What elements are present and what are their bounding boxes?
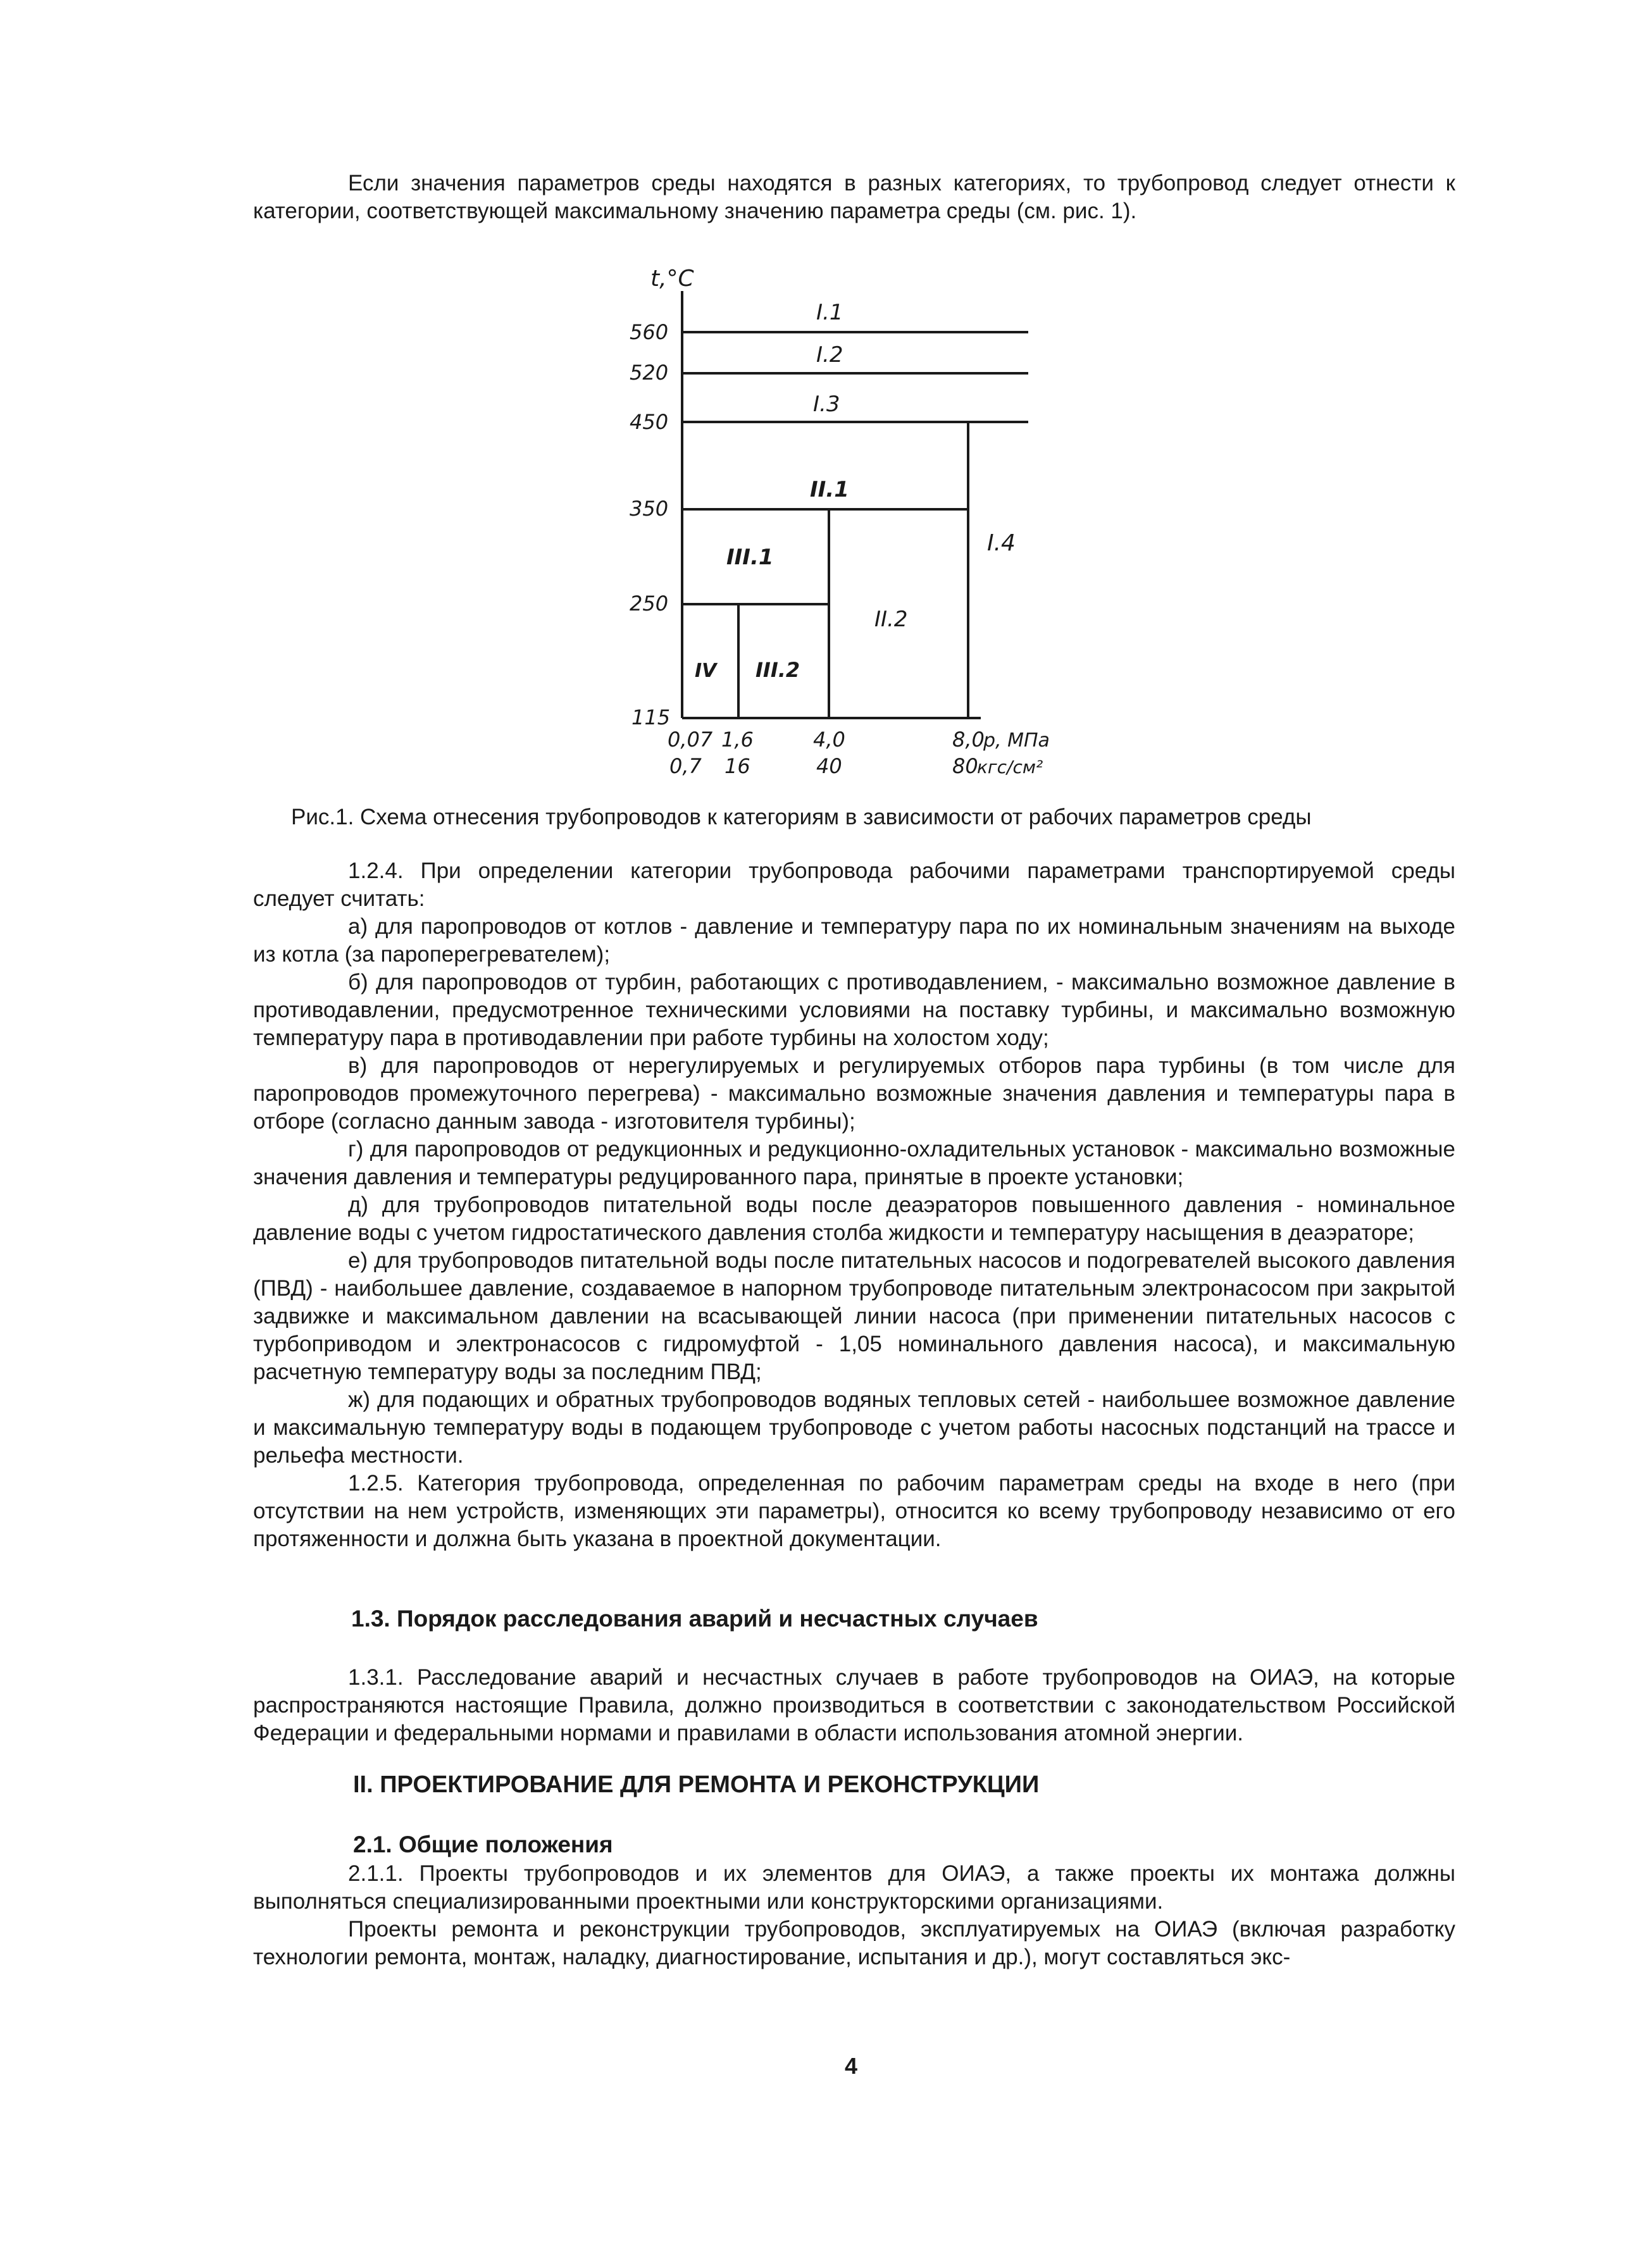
region-I-1: I.1 [816, 300, 843, 325]
paragraph: Проекты ремонта и реконструкции трубопроводов, эксплуатируемых на ОИАЭ (включая разработку технологии ремонта, монтаж, наладку, диагностирование, испытания и др.), могут составляться экс- [253, 1917, 1455, 1969]
section-1-3-body [253, 1664, 1455, 1747]
x-tick-8-0: 8,0 [952, 728, 985, 752]
paragraph: е) для трубопроводов питательной воды после питательных насосов и подогревателей высокого давления (ПВД) - наибольшее давление, создаваемое в напорном трубопроводе питательным электронасосом при закрытой задвижке и максимальном давлении на всасывающей линии насоса (при применении питательных насосов с турбоприводом и электронасосов с гидромуфтой - 1,05 номинального давления насоса), и максимальную расчетную температуру воды за последним ПВД; [253, 1248, 1455, 1384]
y-tick-115: 115 [631, 705, 671, 729]
x-tick-0-7: 0,7 [669, 754, 702, 778]
paragraph: 2.1.1. Проекты трубопроводов и их элементов для ОИАЭ, а также проекты их монтажа должны выполняться специализированными проектными или конструкторскими организациями. [253, 1861, 1455, 1914]
y-tick-250: 250 [630, 592, 669, 616]
region-II-1: II.1 [810, 477, 849, 502]
paragraph: а) для паропроводов от котлов - давление и температуру пара по их номинальным значениям на выходе из котла (за пароперегревателем); [253, 914, 1455, 967]
x-tick-16: 16 [725, 754, 750, 778]
paragraph: в) для паропроводов от нерегулируемых и регулируемых отборов пара турбины (в том числе для паропроводов промежуточного перегрева) - максимально возможные значения давления и температуры пара в отборе (согласно данным завода - изготовителя турбины); [253, 1053, 1455, 1134]
y-tick-520: 520 [630, 361, 669, 385]
intro-paragraph [253, 170, 1455, 225]
y-tick-350: 350 [630, 497, 669, 521]
paragraph: б) для паропроводов от турбин, работающих с противодавлением, - максимально возможное давление в противодавлении, предусмотренное техническими условиями на поставку турбины, и максимально возможную температуру пара в противодавлении при работе турбины на холостом ходу; [253, 970, 1455, 1050]
section-heading-2: II. ПРОЕКТИРОВАНИЕ ДЛЯ РЕМОНТА И РЕКОНСТРУКЦИИ [353, 1771, 1040, 1798]
paragraph: д) для трубопроводов питательной воды после деаэраторов повышенного давления - номинальное давление воды с учетом гидростатического давления столба жидкости и температуру насыщения в деаэраторе; [253, 1193, 1455, 1245]
y-tick-560: 560 [630, 320, 669, 344]
section-1-2-body [253, 857, 1455, 1553]
category-diagram [601, 253, 1057, 791]
x-unit-mpa: р, МПа [983, 729, 1050, 752]
x-tick-1-6: 1,6 [721, 728, 754, 752]
region-I-2: I.2 [816, 342, 843, 368]
region-II-2: II.2 [874, 607, 908, 632]
x-tick-40: 40 [816, 754, 842, 778]
region-I-4: I.4 [987, 530, 1016, 556]
region-III-2: III.2 [756, 658, 800, 682]
region-III-1: III.1 [726, 545, 774, 570]
y-tick-450: 450 [630, 410, 669, 434]
paragraph: 1.2.5. Категория трубопровода, определенная по рабочим параметрам среды на входе в него (при отсутствии на нем устройств, изменяющих эти параметры), относится ко всему трубопроводу независимо от его протяженности и должна быть указана в проектной документации. [253, 1471, 1455, 1551]
region-I-3: I.3 [813, 392, 840, 417]
x-tick-4-0: 4,0 [813, 728, 845, 752]
x-unit-kgs: кгс/см² [977, 757, 1043, 778]
section-heading-2-1: 2.1. Общие положения [353, 1831, 613, 1857]
figure-caption: Рис.1. Схема отнесения трубопроводов к категориям в зависимости от рабочих параметров среды [291, 805, 1312, 829]
intro-text: Если значения параметров среды находятся в разных категориях, то трубопровод следует отнести к категории, соответствующей максимальному значению параметра среды (см. рис. 1). [253, 171, 1455, 223]
page-number: 4 [845, 2053, 858, 2079]
section-heading-1-3: 1.3. Порядок расследования аварий и несчастных случаев [351, 1606, 1038, 1632]
x-tick-80: 80 [952, 754, 978, 778]
paragraph: г) для паропроводов от редукционных и редукционно-охладительных установок - максимально возможные значения давления и температуры редуцированного пара, принятые в проекте установки; [253, 1137, 1455, 1189]
section-2-1-body [253, 1860, 1455, 1971]
y-axis-title: t,°C [650, 266, 694, 292]
x-tick-0-07: 0,07 [668, 728, 713, 752]
paragraph: ж) для подающих и обратных трубопроводов водяных тепловых сетей - наибольшее возможное давление и максимальную температуру воды в подающем трубопроводе с учетом работы насосных подстанций на трассе и рельефа местности. [253, 1387, 1455, 1468]
paragraph: 1.3.1. Расследование аварий и несчастных случаев в работе трубопроводов на ОИАЭ, на которые распространяются настоящие Правила, должно производиться в соответствии с законодательством Российской Федерации и федеральными нормами и правилами в области использования атомной энергии. [253, 1665, 1455, 1745]
region-IV: IV [695, 660, 717, 682]
paragraph: 1.2.4. При определении категории трубопровода рабочими параметрами транспортируемой среды следует считать: [253, 858, 1455, 911]
